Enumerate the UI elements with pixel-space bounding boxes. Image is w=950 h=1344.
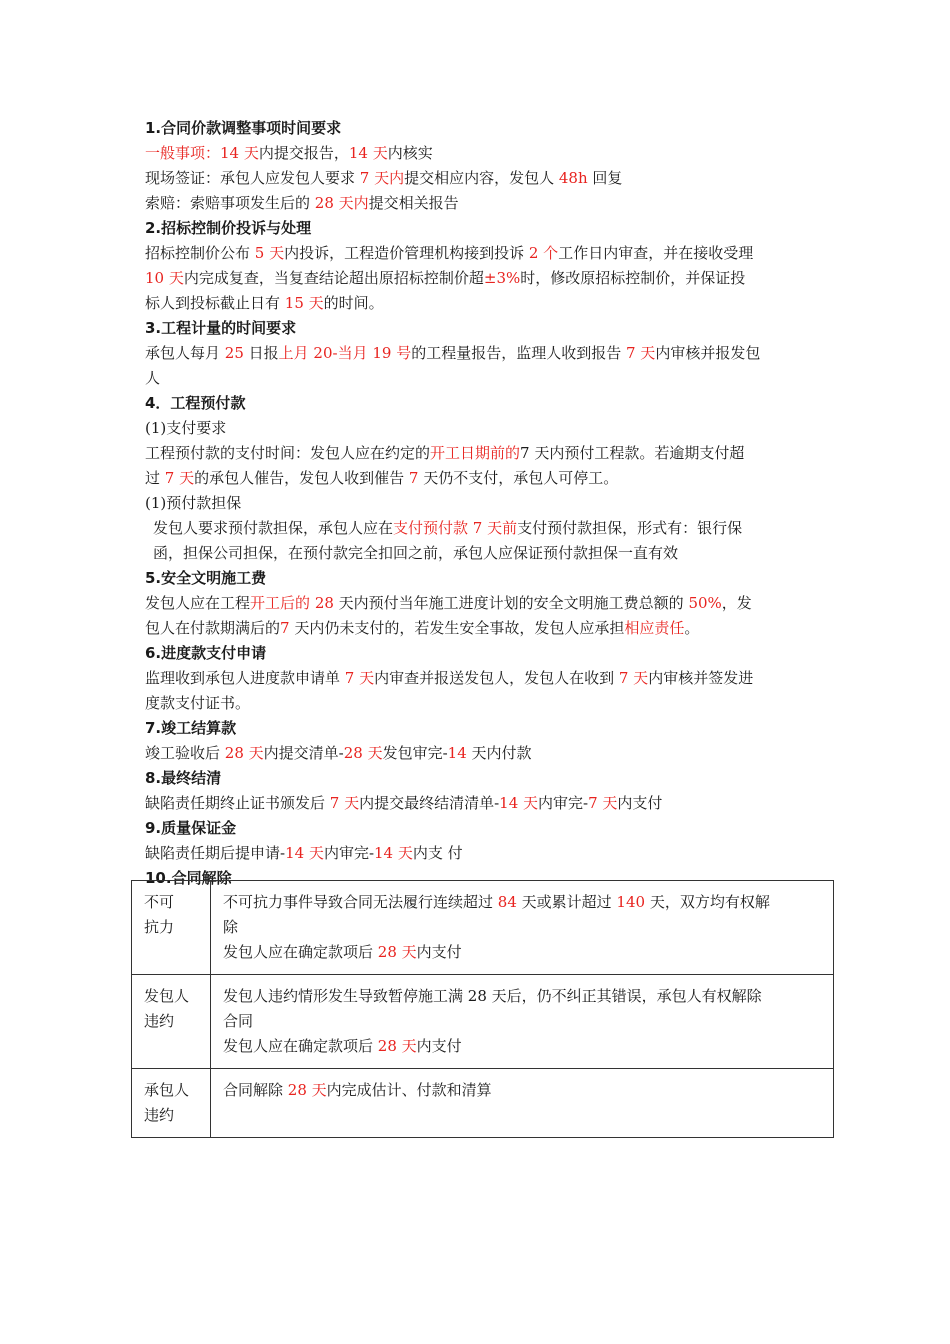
section-1-title: 1.合同价款调整事项时间要求 <box>145 119 342 137</box>
row-label-force-majeure: 不可 抗力 <box>132 881 211 975</box>
s4-subheading-1: (1)支付要求 <box>145 419 227 437</box>
section-10-title: 10.合同解除 <box>145 869 232 887</box>
s4-line-3: 发包人要求预付款担保，承包人应在支付预付款 7 天前支付预付款担保，形式有：银行保 <box>153 519 743 537</box>
s1-line-1: 一般事项：14 天内提交报告，14 天内核实 <box>145 144 433 162</box>
section-5-title: 5.安全文明施工费 <box>145 569 267 587</box>
s8-line-1: 缺陷责任期终止证书颁发后 7 天内提交最终结清清单-14 天内审完-7 天内支付 <box>145 794 663 812</box>
row-content: 发包人违约情形发生导致暂停施工满 28 天后，仍不纠正其错误，承包人有权解除 合同 发包人应在确定款项后 28 天内支付 <box>211 975 834 1069</box>
table-row <box>132 1069 834 1138</box>
s5-line-1: 发包人应在工程开工后的 28 天内预付当年施工进度计划的安全文明施工费总额的 50%，发 <box>145 594 752 612</box>
s2-line-1: 招标控制价公布 5 天内投诉，工程造价管理机构接到投诉 2 个工作日内审查，并在接收受理 <box>145 244 754 262</box>
section-7-title: 7.竣工结算款 <box>145 719 237 737</box>
s4-subheading-2: (1)预付款担保 <box>145 494 242 512</box>
row-label-contractor-default: 承包人 违约 <box>132 1069 211 1138</box>
s1-line-3: 索赔：索赔事项发生后的 28 天内提交相关报告 <box>145 194 459 212</box>
section-2-title: 2.招标控制价投诉与处理 <box>145 219 312 237</box>
s4-line-1: 工程预付款的支付时间：发包人应在约定的开工日期前的7 天内预付工程款。若逾期支付超 <box>145 444 745 462</box>
s4-line-2: 过 7 天的承包人催告，发包人收到催告 7 天仍不支付，承包人可停工。 <box>145 469 619 487</box>
s6-line-1: 监理收到承包人进度款申请单 7 天内审查并报送发包人，发包人在收到 7 天内审核并签发进 <box>145 669 754 687</box>
s2-line-3: 标人到投标截止日有 15 天的时间。 <box>145 294 384 312</box>
section-6-title: 6.进度款支付申请 <box>145 644 267 662</box>
s1-line-2: 现场签证：承包人应发包人要求 7 天内提交相应内容，发包人 48h 回复 <box>145 169 623 187</box>
row-content: 合同解除 28 天内完成估计、付款和清算 <box>211 1069 834 1138</box>
row-label-employer-default: 发包人 违约 <box>132 975 211 1069</box>
section-4-title: 4．工程预付款 <box>145 394 246 412</box>
section-9-title: 9.质量保证金 <box>145 819 237 837</box>
s7-line-1: 竣工验收后 28 天内提交清单-28 天发包审完-14 天内付款 <box>145 744 532 762</box>
s4-line-4: 函，担保公司担保，在预付款完全扣回之前，承包人应保证预付款担保一直有效 <box>153 544 679 562</box>
section-8-title: 8.最终结清 <box>145 769 222 787</box>
table-row <box>132 881 834 975</box>
s9-line-1: 缺陷责任期后提申请-14 天内审完-14 天内支 付 <box>145 844 463 862</box>
contract-termination-table <box>131 880 834 1138</box>
s5-line-2: 包人在付款期满后的7 天内仍未支付的，若发生安全事故，发包人应承担相应责任。 <box>145 619 700 637</box>
table-row <box>132 975 834 1069</box>
s2-line-2: 10 天内完成复查，当复查结论超出原招标控制价超±3%时，修改原招标控制价，并保证投 <box>145 269 746 287</box>
s3-line-1: 承包人每月 25 日报上月 20-当月 19 号的工程量报告，监理人收到报告 7 天内审核并报发包 <box>145 344 761 362</box>
section-3-title: 3.工程计量的时间要求 <box>145 319 297 337</box>
s3-line-2: 人 <box>145 369 161 387</box>
s6-line-2: 度款支付证书。 <box>145 694 251 712</box>
row-content: 不可抗力事件导致合同无法履行连续超过 84 天或累计超过 140 天，双方均有权解 除 发包人应在确定款项后 28 天内支付 <box>211 881 834 975</box>
document-body <box>145 116 813 891</box>
